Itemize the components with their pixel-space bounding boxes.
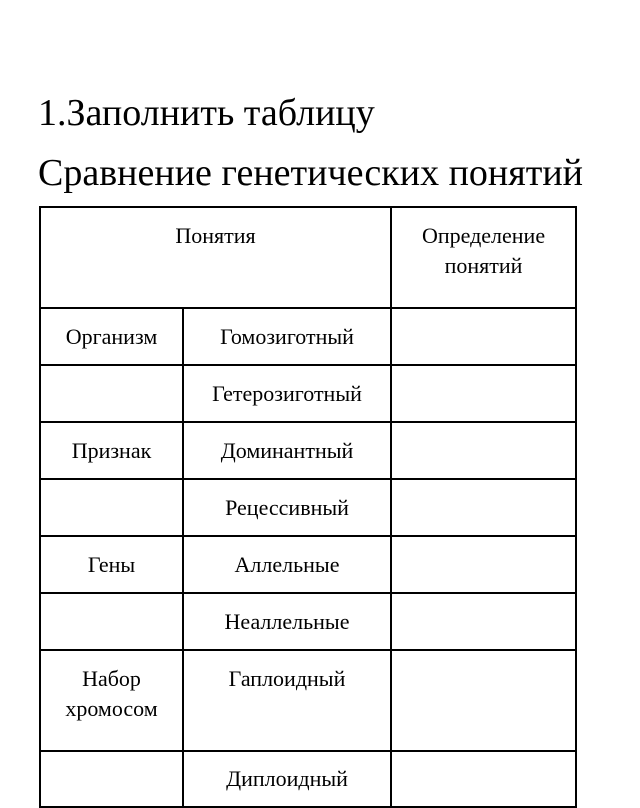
concept-cell: Рецессивный [183,479,391,536]
definition-cell[interactable] [391,365,576,422]
table-row [40,593,576,650]
header-definition [391,207,576,308]
concept-cell: Диплоидный [183,751,391,807]
category-cell [40,751,183,807]
table-row [40,536,576,593]
category-cell [40,650,183,751]
header-definition-line2: понятий [444,253,523,278]
table-header-row [40,207,576,308]
category-cell [40,593,183,650]
concepts-table [39,206,577,808]
category-cell [40,365,183,422]
table-row [40,751,576,807]
header-definition-line1: Определение [421,223,546,248]
table-row [40,308,576,365]
definition-cell[interactable] [391,536,576,593]
table-row [40,422,576,479]
concept-cell: Гаплоидный [183,650,391,751]
category-line2: хромосом [65,696,158,721]
definition-cell[interactable] [391,422,576,479]
definition-cell[interactable] [391,308,576,365]
concept-cell: Неаллельные [183,593,391,650]
concept-cell: Аллельные [183,536,391,593]
category-line1: Набор [82,666,141,691]
definition-cell[interactable] [391,650,576,751]
task-title: 1.Заполнить таблицу [38,92,375,134]
table-row [40,479,576,536]
category-cell: Гены [40,536,183,593]
definition-cell[interactable] [391,593,576,650]
concept-cell: Гетерозиготный [183,365,391,422]
concept-cell: Гомозиготный [183,308,391,365]
category-cell: Организм [40,308,183,365]
table-row [40,365,576,422]
category-cell [40,479,183,536]
concept-cell: Доминантный [183,422,391,479]
table-row [40,650,576,751]
category-cell: Признак [40,422,183,479]
definition-cell[interactable] [391,479,576,536]
header-concepts: Понятия [40,207,391,308]
table-caption: Сравнение генетических понятий [38,152,584,194]
definition-cell[interactable] [391,751,576,807]
